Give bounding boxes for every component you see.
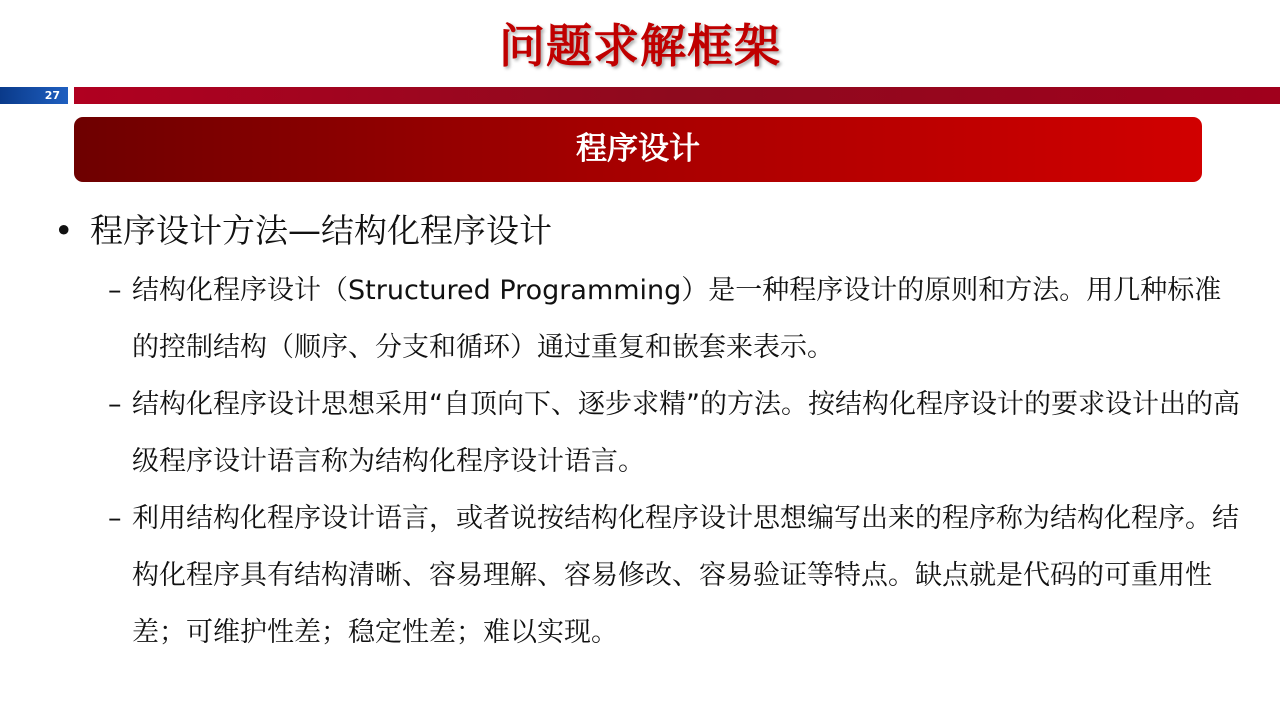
sub-bullet-text: 结构化程序设计思想采用“自顶向下、逐步求精”的方法。按结构化程序设计的要求设计出的高级程序设计语言称为结构化程序设计语言。 xyxy=(132,389,1240,477)
dash-marker-icon: – xyxy=(108,275,122,306)
bullet-heading-text: 程序设计方法—结构化程序设计 xyxy=(90,211,552,250)
page-number-badge: 27 xyxy=(0,87,68,104)
bullet-heading xyxy=(52,204,1252,258)
content-body xyxy=(52,204,1252,661)
dash-marker-icon: – xyxy=(108,503,122,534)
section-banner: 程序设计 xyxy=(74,117,1202,182)
sub-bullet-item xyxy=(52,490,1252,661)
dash-marker-icon: – xyxy=(108,389,122,420)
sub-bullet-item xyxy=(52,376,1252,490)
sub-bullet-text: 利用结构化程序设计语言，或者说按结构化程序设计思想编写出来的程序称为结构化程序。结构化程序具有结构清晰、容易理解、容易修改、容易验证等特点。缺点就是代码的可重用性差；可维护性差；稳定性差；难以实现。 xyxy=(132,503,1239,648)
header-divider-bar xyxy=(74,87,1280,104)
sub-bullet-text: 结构化程序设计（Structured Programming）是一种程序设计的原则和方法。用几种标准的控制结构（顺序、分支和循环）通过重复和嵌套来表示。 xyxy=(132,275,1222,363)
sub-bullet-item xyxy=(52,262,1252,376)
bullet-dot-icon: • xyxy=(54,211,74,250)
slide-title: 问题求解框架 xyxy=(499,19,781,73)
